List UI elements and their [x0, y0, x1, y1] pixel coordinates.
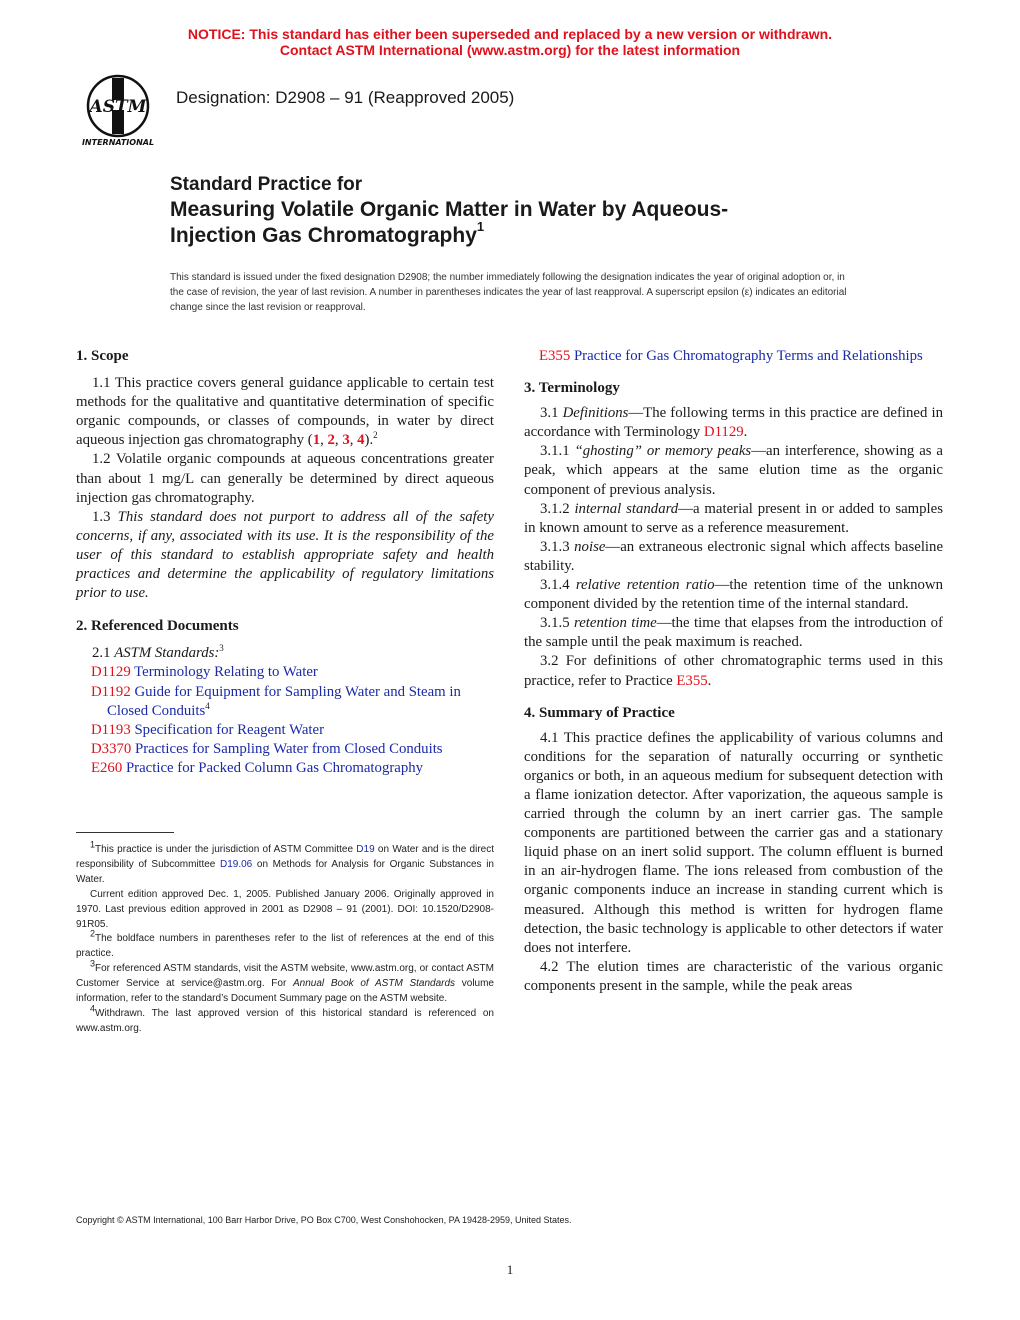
footnote-mark-3[interactable]: 3 — [219, 643, 224, 654]
ref-link-1[interactable]: 1 — [312, 432, 321, 449]
ref-item-d1193[interactable]: D1193 Specification for Reagent Water — [91, 721, 325, 738]
left-column — [76, 347, 494, 778]
para-1-1: 1.1 This practice covers general guidance applicable to certain test methods for the qualitative and quantitative determination of specific organic compounds, or classes of compounds, in water by direct aqueous injection gas chromatography (1, 2, 3, 4).$^2$ — [76, 375, 494, 449]
ref-item-e355[interactable]: E355 Practice for Gas Chromatography Terms and Relationships — [539, 348, 923, 364]
ref-item-d1129[interactable]: D1129 Terminology Relating to Water — [91, 664, 318, 681]
para-1-2: 1.2 Volatile organic compounds at aqueous concentrations greater than about 1 mg/L can generally be determined by direct aqueous injection gas chromatography. — [76, 451, 494, 506]
footnote-divider — [76, 832, 174, 833]
ref-link-4[interactable]: 4 — [357, 432, 365, 449]
section-1-heading: 1. Scope — [76, 348, 129, 364]
footnote-1: $^1$This practice is under the jurisdiction of ASTM Committee D19 on Water and is the direct responsibility of Subcommittee D19.06 on Methods for Analysis for Organic Substances in Water. — [76, 839, 494, 885]
link-d19-06[interactable]: D19.06 — [220, 858, 253, 870]
title-line-2: Measuring Volatile Organic Matter in Water by Aqueous- — [170, 198, 729, 221]
page-number: 1 — [506, 1262, 514, 1277]
title-line-3: Injection Gas Chromatography$^1$ — [170, 219, 485, 247]
astm-logo-label: INTERNATIONAL — [81, 138, 155, 147]
ref-link-2[interactable]: 2 — [327, 432, 335, 449]
section-3-heading: 3. Terminology — [524, 380, 620, 397]
footnote-mark-2[interactable]: 2 — [373, 430, 378, 441]
para-2-1: 2.1 ASTM Standards:$^3$ — [92, 643, 224, 662]
para-3-1: 3.1 Definitions—The following terms in this practice are defined in accordance with Terminology D1129. — [524, 405, 943, 441]
ref-item-e260[interactable]: E260 Practice for Packed Column Gas Chromatography — [91, 759, 424, 776]
para-3-2: 3.2 For definitions of other chromatographic terms used in this practice, refer to Practice E355. — [524, 653, 943, 689]
footnote-3: $^3$For referenced ASTM standards, visit the ASTM website, www.astm.org, or contact ASTM Customer Service at service@astm.org. For Annual Book of ASTM Standards volume information, refer to the standard’s Document Summary page on the ASTM website. — [76, 958, 494, 1005]
para-1-3: 1.3 This standard does not purport to address all of the safety concerns, if any, associated with its use. It is the responsibility of the user of this standard to establish appropriate safety and health practices and determine the applicability of regulatory limitations prior to use. — [76, 508, 494, 602]
link-d1129[interactable]: D1129 — [703, 424, 744, 441]
footnotes — [76, 839, 494, 1037]
astm-logo-letters: ASTM — [89, 97, 147, 117]
ref-link-3[interactable]: 3 — [342, 432, 350, 449]
footnote-2: $^2$The boldface numbers in parentheses refer to the list of references at the end of this practice. — [76, 929, 494, 960]
link-e355[interactable]: E355 — [676, 672, 708, 689]
para-3-1-1: 3.1.1 “ghosting” or memory peaks—an interference, showing as a peak, which appears at the same elution time as the organic component of previous analysis. — [524, 443, 943, 498]
section-2-heading: 2. Referenced Documents — [76, 618, 239, 635]
right-column — [524, 347, 943, 996]
para-3-1-3: 3.1.3 noise—an extraneous electronic signal which affects baseline stability. — [524, 538, 944, 574]
para-4-2: 4.2 The elution times are characteristic of the various organic components present in the sample, while the peak areas — [524, 958, 943, 994]
title-line-1: Standard Practice for — [170, 174, 363, 195]
notice-line-2: Contact ASTM International (www.astm.org) for the latest information — [279, 42, 741, 58]
para-3-1-2: 3.1.2 internal standard—a material present in or added to samples in known amount to serve as a reference measurement. — [524, 500, 943, 536]
para-3-1-5: 3.1.5 retention time—the time that elapses from the introduction of the sample until the peak maximum is reached. — [524, 615, 943, 651]
designation: Designation: D2908 – 91 (Reapproved 2005) — [176, 88, 515, 107]
notice-line-1: NOTICE: This standard has either been superseded and replaced by a new version or withdrawn. — [187, 26, 833, 42]
copyright: Copyright © ASTM International, 100 Barr Harbor Drive, PO Box C700, West Conshohocken, PA 19428-2959, United States. — [76, 1215, 572, 1225]
ref-item-d3370[interactable]: D3370 Practices for Sampling Water from Closed Conduits — [91, 740, 443, 757]
section-4-heading: 4. Summary of Practice — [524, 704, 675, 721]
astm-logo — [76, 72, 160, 148]
title-footnote-mark[interactable]: 1 — [476, 219, 485, 234]
link-d19[interactable]: D19 — [356, 844, 375, 855]
para-4-1: 4.1 This practice defines the applicability of various columns and conditions for the separation of naturally occurring or synthetic organics or both, in an aqueous medium for subsequent detection with a flame ionization detector. After vaporization, the aqueous sample is carried through the column by an inert carrier gas. The sample components are partitioned between the carrier gas and a stationary liquid phase on an inert solid support. The column effluent is burned in an air-hydrogen flame. The ions released from combustion of the organic components induce an increase in standing current which is measured. Although this method is written for hydrogen flame detection, the basic technology is applicable to other detectors if water does not interfere. — [524, 729, 943, 956]
para-3-1-4: 3.1.4 relative retention ratio—the retention time of the unknown component divided by the retention time of the internal standard. — [524, 577, 943, 613]
footnote-4: $^4$Withdrawn. The last approved version of this historical standard is referenced on www.astm.org. — [76, 1003, 494, 1034]
issued-note: This standard is issued under the fixed designation D2908; the number immediately following the designation indicates the year of original adoption or, in the case of revision, the year of last revision. A number in parentheses indicates the year of last reapproval. A superscript epsilon (ε) indicates an editorial change since the last revision or reapproval. — [170, 272, 847, 313]
footnote-1-edition: Current edition approved Dec. 1, 2005. Published January 2006. Originally approved in 1970. Last previous edition approved in 2001 as D2908 – 91 (2001). DOI: 10.1520/D2908-91R05. — [76, 888, 494, 930]
ref-item-d1192[interactable]: D1192 Guide for Equipment for Sampling Water and Steam in Closed Conduits$^4$ — [91, 683, 461, 719]
